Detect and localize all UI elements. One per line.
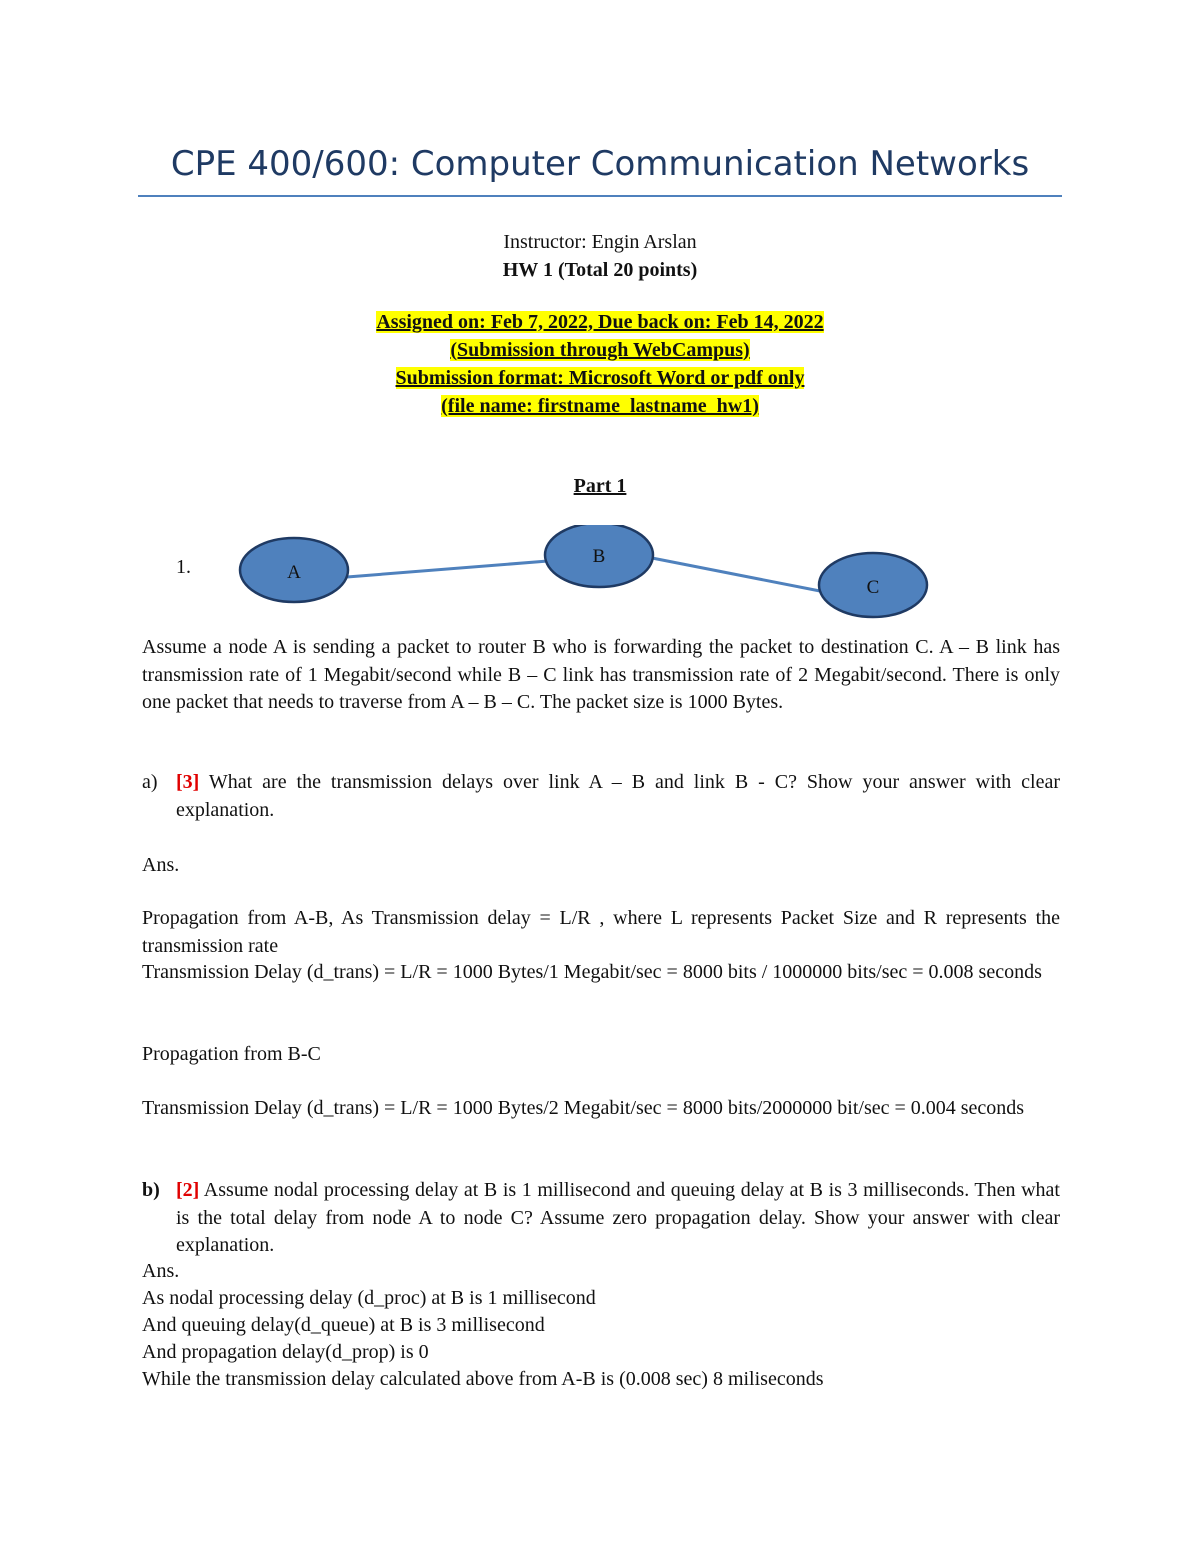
document-title: CPE 400/600: Computer Communication Networks bbox=[170, 144, 1030, 184]
part-a-ans-label: Ans. bbox=[142, 854, 180, 876]
link-a-b bbox=[347, 561, 548, 577]
question-intro: Assume a node A is sending a packet to router B who is forwarding the packet to destination C. A – B link has transmission rate of 1 Megabit/second while B – C link has transmission rate of 2 Megabit/second. There is only one packet that needs to traverse from A – B – C. The packet size is 1000 Bytes. bbox=[142, 636, 1060, 713]
filename-line bbox=[138, 393, 1062, 419]
part-b-line4: While the transmission delay calculated above from A-B is (0.008 sec) 8 miliseconds bbox=[142, 1368, 824, 1390]
format-line bbox=[138, 365, 1062, 391]
part-b-line2: And queuing delay(d_queue) at B is 3 millisecond bbox=[142, 1314, 545, 1336]
part-b-question bbox=[142, 1177, 1060, 1260]
part-a-label: a) bbox=[142, 771, 158, 793]
node-c-label: C bbox=[866, 577, 880, 598]
part-a-line4: Transmission Delay (d_trans) = L/R = 1000 Bytes/2 Megabit/sec = 8000 bits/2000000 bit/sec = 0.004 seconds bbox=[142, 1097, 1025, 1119]
part-b-line3: And propagation delay(d_prop) is 0 bbox=[142, 1341, 429, 1363]
question-number: 1. bbox=[176, 556, 191, 578]
part-b-line1: As nodal processing delay (d_proc) at B is 1 millisecond bbox=[142, 1287, 596, 1309]
submission-text: (Submission through WebCampus) bbox=[450, 339, 750, 361]
instructor-line: Instructor: Engin Arslan bbox=[503, 231, 697, 253]
assigned-line bbox=[138, 309, 1062, 335]
title-divider bbox=[138, 195, 1062, 197]
part-b-label: b) bbox=[142, 1179, 160, 1201]
part-title: Part 1 bbox=[573, 475, 627, 497]
link-b-c bbox=[652, 558, 820, 591]
part-a-line3: Propagation from B-C bbox=[142, 1043, 321, 1065]
node-b-label: B bbox=[592, 546, 606, 567]
part-a-line2: Transmission Delay (d_trans) = L/R = 1000 Bytes/1 Megabit/sec = 8000 bits / 1000000 bits/sec = 0.008 seconds bbox=[142, 961, 1042, 983]
part-a-question bbox=[142, 769, 1060, 824]
filename-text: (file name: firstname_lastname_hw1) bbox=[441, 395, 759, 417]
part-a-points: [3] bbox=[176, 771, 200, 793]
format-text: Submission format: Microsoft Word or pdf only bbox=[395, 367, 805, 389]
part-b-ans-label: Ans. bbox=[142, 1260, 180, 1282]
hw-title: HW 1 (Total 20 points) bbox=[502, 259, 698, 281]
assigned-text: Assigned on: Feb 7, 2022, Due back on: Feb 14, 2022 bbox=[376, 311, 824, 333]
part-b-points: [2] bbox=[176, 1179, 200, 1201]
network-diagram bbox=[230, 525, 940, 620]
part-a-line1: Propagation from A-B, As Transmission delay = L/R , where L represents Packet Size and R represents the transmission rate bbox=[142, 907, 1060, 957]
node-a-label: A bbox=[287, 562, 301, 583]
part-b-question-text: Assume nodal processing delay at B is 1 millisecond and queuing delay at B is 3 milliseconds. Then what is the total delay from node A to node C? Assume zero propagation delay. Show your answer with clear explanation. bbox=[176, 1179, 1060, 1256]
part-heading bbox=[138, 473, 1062, 499]
part-a-question-text: What are the transmission delays over link A – B and link B - C? Show your answer with clear explanation. bbox=[176, 771, 1060, 821]
submission-line bbox=[138, 337, 1062, 363]
